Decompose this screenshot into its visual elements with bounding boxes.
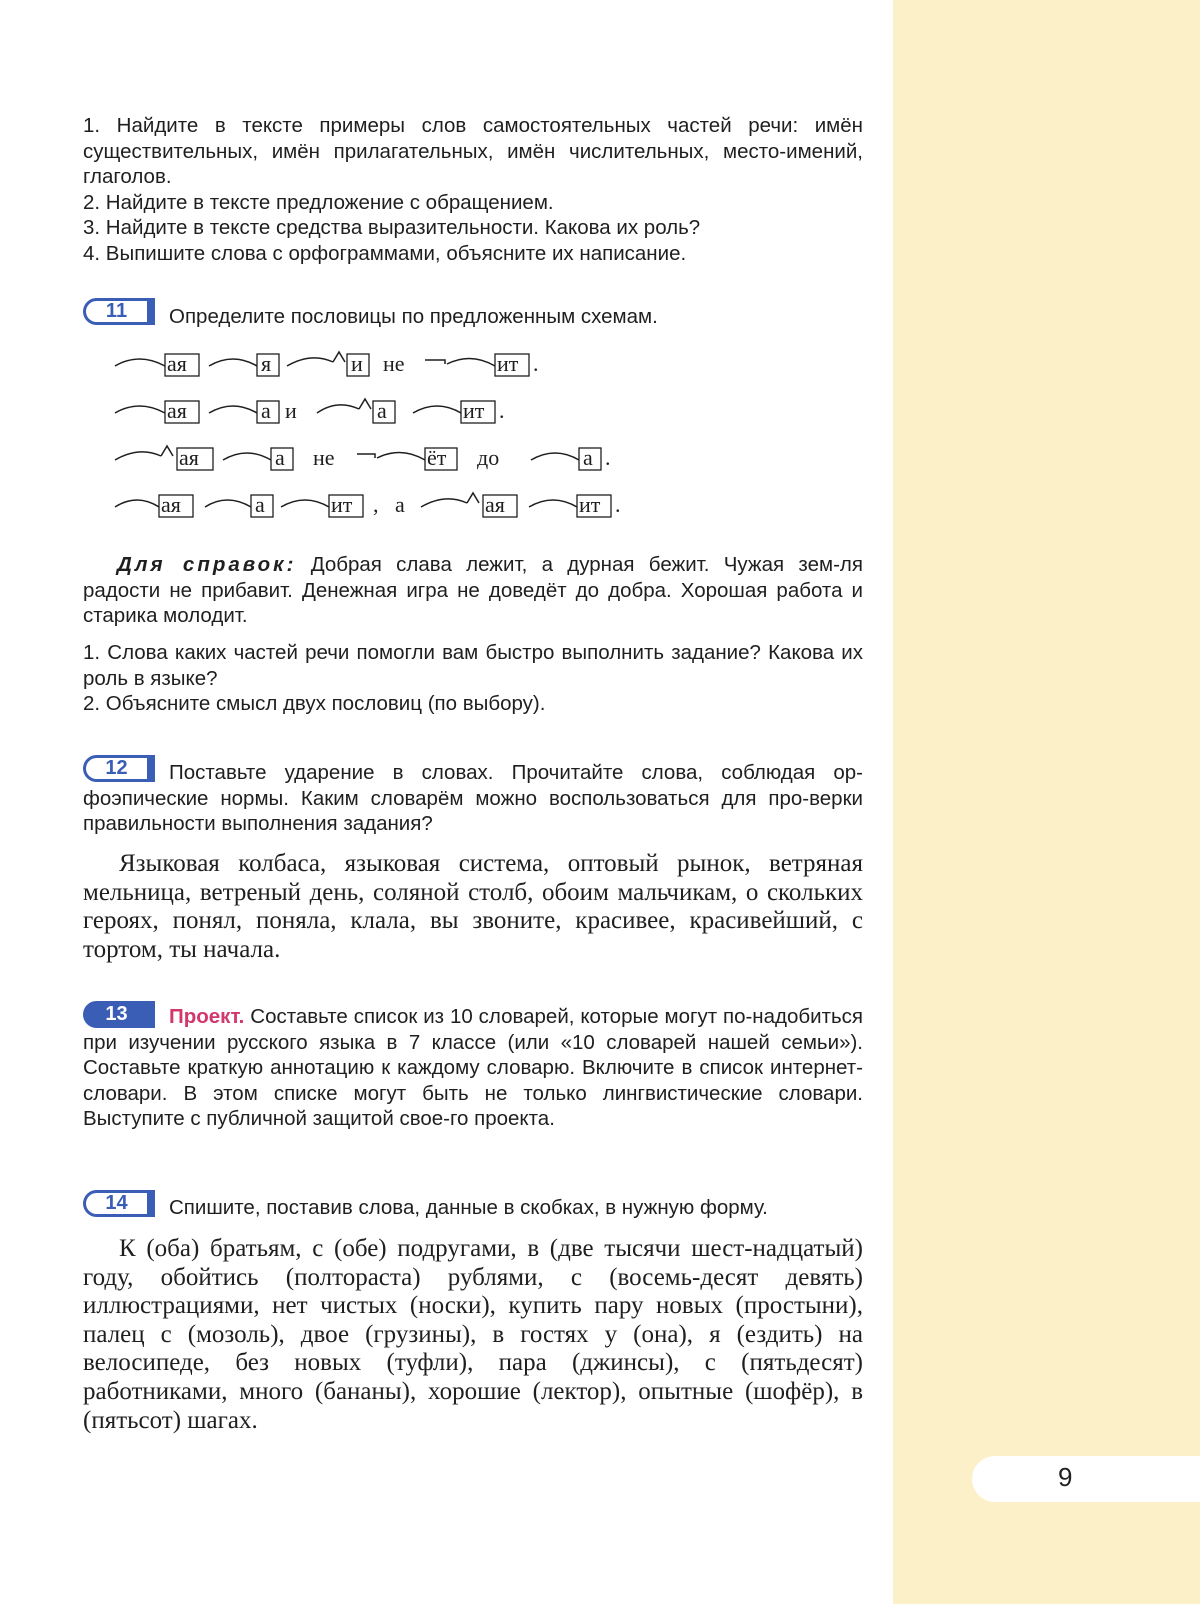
question-item: 2. Найдите в тексте предложение с обращением. bbox=[83, 190, 554, 214]
svg-text:ит: ит bbox=[497, 351, 519, 376]
svg-text:ая: ая bbox=[167, 398, 187, 423]
reference-block bbox=[83, 552, 863, 629]
question-item: 4. Выпишите слова с орфограммами, объясните их написание. bbox=[83, 241, 687, 265]
svg-text:а: а bbox=[377, 398, 387, 423]
schemes-svg bbox=[115, 350, 815, 530]
task-11-text: Определите пословицы по предложенным схемам. bbox=[169, 305, 658, 328]
reference-text: Добрая слава лежит, а дурная бежит. Чужая зем-ля радости не прибавит. Денежная игра не доведёт до добра. Хорошая работа и старика молодит. bbox=[83, 553, 863, 628]
task-13-text bbox=[83, 1004, 863, 1132]
question-item: 1. Найдите в тексте примеры слов самостоятельных частей речи: имён существительных, имён прилагательных, имён числительных, место-имений, глаголов. bbox=[83, 114, 863, 189]
scheme-row-1 bbox=[115, 351, 539, 376]
question-item: 2. Объясните смысл двух пословиц (по выбору). bbox=[83, 692, 546, 716]
task-14-text: Спишите, поставив слова, данные в скобках, в нужную форму. bbox=[169, 1196, 768, 1219]
task-12-text: Поставьте ударение в словах. Прочитайте слова, соблюдая ор-фоэпические нормы. Каким словарём можно воспользоваться для про-верки правильности выполнения задания? bbox=[83, 761, 863, 836]
task-14-words: К (оба) братьям, с (обе) подругами, в (две тысячи шест-надцатый) году, обойтись (полтораста) рублями, с (восемь-десят девять) иллюстрациями, нет чистых (носки), купить пару новых (простыни), палец с (мозоль), двое (грузины), в гостях у (она), я (ездить) на велосипеде, без новых (туфли), пара (джинсы), с (пятьдесят) работниками, много (бананы), хорошие (лектор), опытные (шофёр), в (пятьсот) шагах. bbox=[83, 1235, 863, 1434]
svg-text:ит: ит bbox=[579, 492, 601, 517]
proverb-schemes bbox=[115, 350, 815, 530]
svg-text:я: я bbox=[261, 351, 272, 376]
reference-title: Для справок: bbox=[117, 553, 297, 576]
svg-text:а: а bbox=[261, 398, 271, 423]
task-13-body: Составьте список из 10 словарей, которые могут по-надобиться при изучении русского языка в 7 классе (или «10 словарей нашей семьи»). Составьте краткую аннотацию к каждому словарю. Включите в список интернет-словари. В этом списке могут быть не только лингвистические словари. Выступите с публичной защитой свое-го проекта. bbox=[83, 1005, 863, 1131]
scheme-row-2 bbox=[115, 398, 505, 423]
svg-text:ит: ит bbox=[331, 492, 353, 517]
scheme-row-3 bbox=[115, 445, 611, 470]
svg-text:а: а bbox=[583, 445, 593, 470]
svg-text:а: а bbox=[275, 445, 285, 470]
svg-text:а: а bbox=[395, 492, 405, 517]
svg-text:ая: ая bbox=[161, 492, 181, 517]
question-item: 1. Слова каких частей речи помогли вам быстро выполнить задание? Какова их роль в языке? bbox=[83, 641, 863, 690]
svg-text:.: . bbox=[605, 445, 611, 470]
task-number: 12 bbox=[105, 757, 128, 779]
svg-text:и: и bbox=[285, 398, 297, 423]
task-11-questions bbox=[83, 640, 863, 717]
svg-text:ёт: ёт bbox=[427, 445, 447, 470]
scheme-row-4 bbox=[115, 492, 621, 517]
task-number: 11 bbox=[105, 300, 128, 322]
svg-text:ит: ит bbox=[463, 398, 485, 423]
task-number-badge bbox=[83, 298, 155, 325]
svg-text:не: не bbox=[313, 445, 335, 470]
svg-text:ая: ая bbox=[485, 492, 505, 517]
page-number-tab bbox=[972, 1456, 1200, 1502]
svg-text:до: до bbox=[477, 445, 500, 470]
svg-text:ая: ая bbox=[179, 445, 199, 470]
top-questions bbox=[83, 113, 863, 267]
page-number: 9 bbox=[1058, 1462, 1073, 1492]
svg-text:.: . bbox=[499, 398, 505, 423]
task-number-badge bbox=[83, 1190, 155, 1217]
svg-text:.: . bbox=[615, 492, 621, 517]
svg-text:ая: ая bbox=[167, 351, 187, 376]
svg-text:,: , bbox=[373, 492, 379, 517]
svg-text:не: не bbox=[383, 351, 405, 376]
project-label: Проект. bbox=[169, 1005, 245, 1028]
task-number: 14 bbox=[105, 1192, 128, 1214]
svg-text:а: а bbox=[255, 492, 265, 517]
svg-text:.: . bbox=[533, 351, 539, 376]
page-margin-strip bbox=[893, 0, 1200, 1604]
svg-text:и: и bbox=[351, 351, 363, 376]
task-12-words: Языковая колбаса, языковая система, оптовый рынок, ветряная мельница, ветреный день, соляной столб, обоим мальчикам, о скольких героях, понял, поняла, клала, вы звоните, красивее, красивейший, с тортом, ты начала. bbox=[83, 850, 863, 963]
question-item: 3. Найдите в тексте средства выразительности. Какова их роль? bbox=[83, 216, 701, 240]
task-number: 13 bbox=[105, 1003, 128, 1025]
